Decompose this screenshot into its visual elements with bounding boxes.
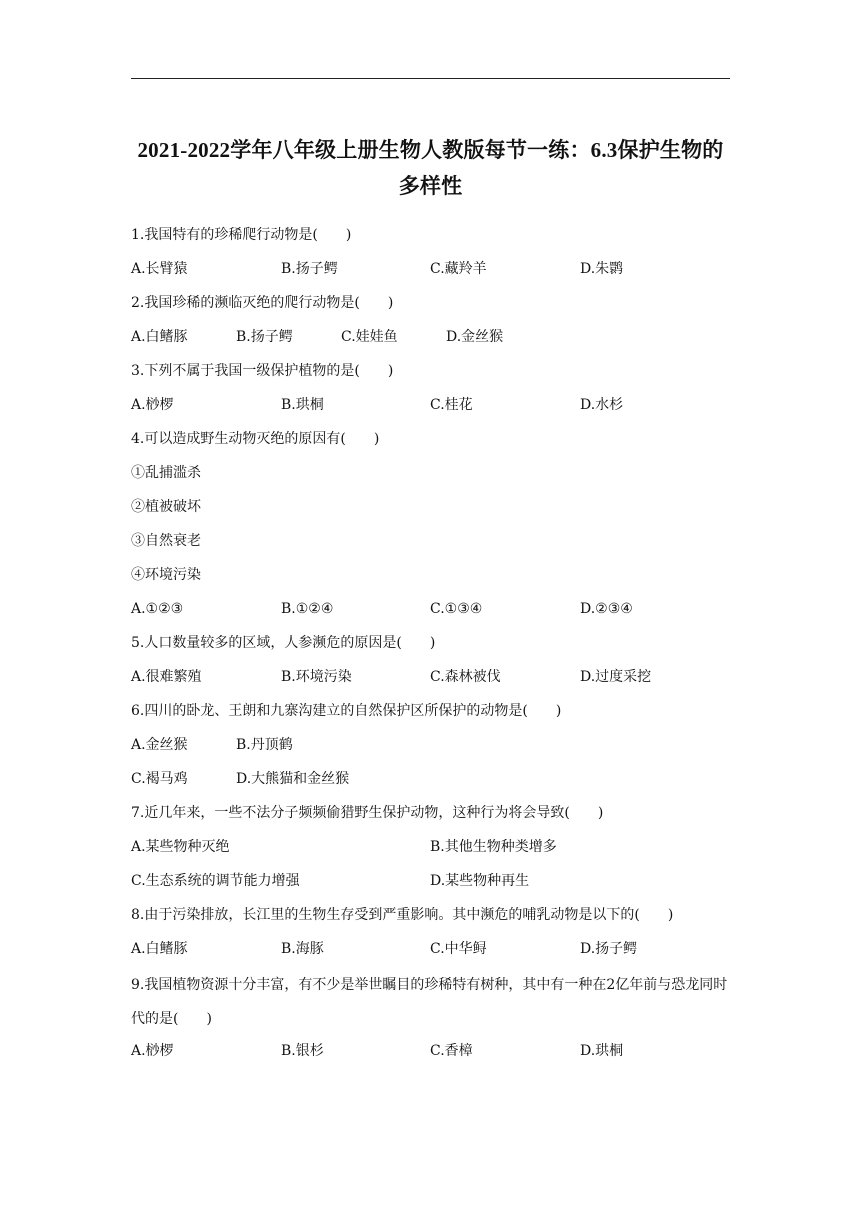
option-b: B.银杉: [281, 1043, 324, 1059]
option-row: [131, 254, 741, 288]
question-stem: 1.我国特有的珍稀爬行动物是( ): [131, 227, 352, 243]
option-c: C.中华鲟: [430, 941, 487, 957]
option-c: C.森林被伐: [430, 669, 501, 685]
option-d: D.金丝猴: [446, 329, 504, 345]
option-c: C.生态系统的调节能力增强: [131, 873, 300, 889]
question-6: [131, 696, 741, 798]
question-3: [131, 356, 741, 424]
option-a: A.很难繁殖: [131, 669, 202, 685]
title-line-2: 多样性: [398, 174, 463, 198]
option-d: D.②③④: [580, 601, 633, 617]
option-a: A.白鳍豚: [131, 329, 188, 345]
option-row: [131, 934, 741, 968]
option-c: C.①③④: [430, 601, 483, 617]
option-a: A.长臂猿: [131, 261, 188, 277]
option-a: A.①②③: [131, 601, 184, 617]
option-row: [131, 730, 741, 764]
option-a: A.金丝猴: [131, 737, 188, 753]
option-a: A.桫椤: [131, 1043, 174, 1059]
option-d: D.扬子鳄: [580, 941, 638, 957]
statement-item: ②植被破坏: [131, 499, 201, 515]
question-stem: 4.可以造成野生动物灭绝的原因有( ): [131, 431, 380, 447]
statement-item: ③自然衰老: [131, 533, 201, 549]
option-row: [131, 594, 741, 628]
option-row: [131, 322, 741, 356]
question-5: [131, 628, 741, 696]
option-row: [131, 832, 741, 866]
document-title: [131, 132, 730, 204]
question-stem: 2.我国珍稀的濒临灭绝的爬行动物是( ): [131, 295, 394, 311]
question-stem: 7.近几年来，一些不法分子频频偷猎野生保护动物，这种行为将会导致( ): [131, 805, 604, 821]
option-b: B.扬子鳄: [281, 261, 338, 277]
question-2: [131, 288, 741, 356]
option-d: D.大熊猫和金丝猴: [236, 771, 350, 787]
header-rule: [131, 78, 730, 79]
option-b: B.环境污染: [281, 669, 352, 685]
option-c: C.桂花: [430, 397, 473, 413]
option-row: [131, 662, 741, 696]
option-c: C.藏羚羊: [430, 261, 487, 277]
question-4: [131, 424, 741, 628]
question-8: [131, 900, 741, 968]
option-c: C.香樟: [430, 1043, 473, 1059]
statement-item: ①乱捕滥杀: [131, 465, 201, 481]
option-b: B.扬子鳄: [236, 329, 293, 345]
question-stem: 5.人口数量较多的区域，人参濒危的原因是( ): [131, 635, 436, 651]
option-d: D.珙桐: [580, 1043, 624, 1059]
option-c: C.娃娃鱼: [341, 329, 398, 345]
question-9: [131, 968, 741, 1070]
question-7: [131, 798, 741, 900]
statement-item: ④环境污染: [131, 567, 201, 583]
option-d: D.某些物种再生: [430, 873, 530, 889]
option-row: [131, 764, 741, 798]
option-d: D.水杉: [580, 397, 624, 413]
title-line-1: 2021-2022学年八年级上册生物人教版每节一练：6.3保护生物的: [137, 138, 724, 162]
option-a: A.白鳍豚: [131, 941, 188, 957]
option-b: B.丹顶鹤: [236, 737, 293, 753]
option-a: A.桫椤: [131, 397, 174, 413]
option-row: [131, 390, 741, 424]
question-stem: 3.下列不属于我国一级保护植物的是( ): [131, 363, 394, 379]
option-b: B.海豚: [281, 941, 324, 957]
question-1: [131, 220, 741, 288]
option-row: [131, 866, 741, 900]
option-c: C.褐马鸡: [131, 771, 188, 787]
option-row: [131, 1036, 741, 1070]
option-d: D.朱鹮: [580, 261, 624, 277]
option-b: B.珙桐: [281, 397, 324, 413]
question-list: [131, 220, 741, 1070]
option-a: A.某些物种灭绝: [131, 839, 230, 855]
option-b: B.①②④: [281, 601, 334, 617]
option-b: B.其他生物种类增多: [430, 839, 557, 855]
question-stem: 8.由于污染排放，长江里的生物生存受到严重影响。其中濒危的哺乳动物是以下的( ): [131, 907, 674, 923]
option-d: D.过度采挖: [580, 669, 652, 685]
question-stem: 6.四川的卧龙、王朗和九寨沟建立的自然保护区所保护的动物是( ): [131, 703, 562, 719]
question-stem: 9.我国植物资源十分丰富，有不少是举世瞩目的珍稀特有树种，其中有一种在2亿年前与恐龙同时代的是( ): [131, 977, 728, 1027]
